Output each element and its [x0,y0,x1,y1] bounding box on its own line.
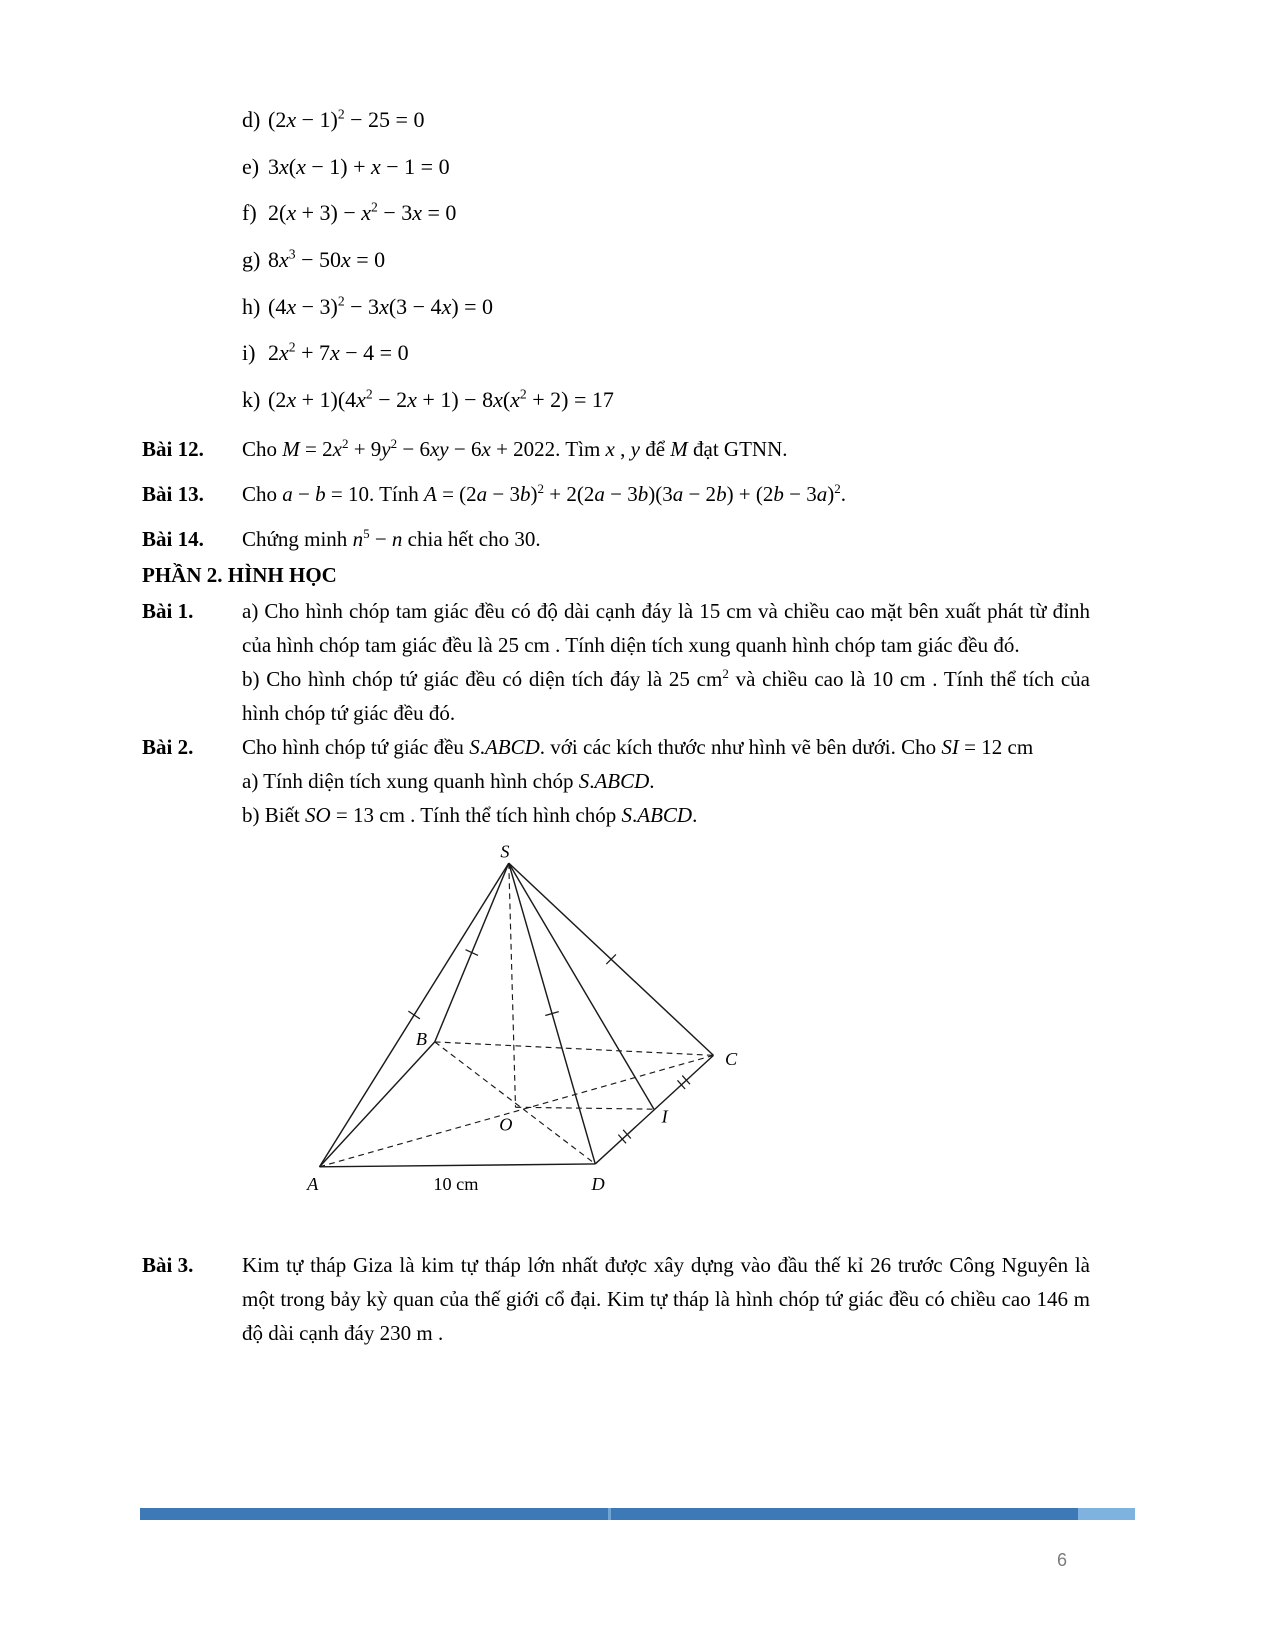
problem-bai-2 [142,730,1090,832]
equation-label: g) [242,247,261,273]
equation-formula: $2(x + 3) - x^2 - 3x = 0$ [268,200,457,226]
problem-bai-14 [142,522,1090,556]
figure-container [302,842,754,1222]
problem-bai-3 [142,1248,1090,1350]
vertex-label-s: S [500,841,510,862]
equation-item [242,245,1090,275]
problem-label: Bài 1. [142,598,194,623]
page-number: 6 [1056,1550,1067,1570]
equation-item [242,292,1090,322]
part-b: b) Cho hình chóp tứ giác đều có diện tích đáy là 25 $cm^2$ và chiều cao là 10 cm . Tính thể tích của hình chóp tứ giác đều đó. [242,665,1090,725]
equation-item [242,198,1090,228]
pyramid-hidden-edges [319,863,713,1167]
vertex-label-b: B [415,1028,428,1049]
tick-marks [408,950,690,1144]
problem-label: Bài 12. [142,436,204,461]
vertex-label-d: D [591,1173,605,1194]
equation-item [242,338,1090,368]
part-a: a) Tính diện tích xung quanh hình chóp S.ABCD. [242,768,655,793]
vertex-label-o: O [499,1114,513,1135]
problem-text: Cho $M = 2x^2 + 9y^2 - 6xy - 6x + 2022$. Tìm x , y để M đạt GTNN. [242,435,788,461]
equation-label: d) [242,107,261,132]
footer-bar-end [1078,1508,1135,1520]
intro: Cho hình chóp tứ giác đều S.ABCD. với các kích thước như hình vẽ bên dưới. Cho SI = 12 cm [242,734,1034,759]
problem-bai-13 [142,477,1090,511]
equation-formula: $8x^3 - 50x = 0$ [268,246,386,273]
equation-formula: 3x(x − 1) + x − 1 = 0 [268,153,450,179]
equation-formula: $(4x - 3)^2 - 3x(3 - 4x) = 0$ [268,293,494,319]
problem-bai-12 [142,432,1090,466]
pyramid-figure [302,842,754,1212]
equation-item [242,105,1090,135]
problem-label: Bài 2. [142,734,194,759]
problem-text: Kim tự tháp Giza là kim tự tháp lớn nhất được xây dựng vào đầu thế kỉ 26 trước Công Nguyên là một trong bảy kỳ quan của thế giới cổ đại. Kim tự tháp là hình chóp tứ giác đều có chiều cao 146 m độ dài cạnh đáy 230 m . [242,1253,1090,1346]
equation-item [242,385,1090,415]
equation-label: k) [242,387,261,413]
section-heading: PHẦN 2. HÌNH HỌC [142,562,337,587]
part-b: b) Biết SO = 13 cm . Tính thể tích hình chóp S.ABCD. [242,802,698,827]
pyramid-solid-edges [319,863,713,1167]
problem-label: Bài 14. [142,526,204,551]
vertex-label-c: C [725,1048,738,1069]
part-a: a) Cho hình chóp tam giác đều có độ dài cạnh đáy là 15 cm và chiều cao mặt bên xuất phát từ đỉnh của hình chóp tam giác đều là 25 cm . Tính diện tích xung quanh hình chóp tam giác đều đó. [242,598,1090,657]
problem-bai-1 [142,594,1090,730]
problem-label: Bài 13. [142,481,204,506]
problem-text: Cho a − b = 10. Tính $A = (2a - 3b)^2 + 2(2a - 3b)(3a - 2b) + (2b - 3a)^2$. [242,480,847,506]
equation-label: f) [242,200,257,226]
dimension-label: 10 cm [433,1173,479,1194]
equation-formula: $2x^2 + 7x - 4 = 0$ [268,340,409,366]
problem-text [242,730,1090,832]
vertex-label-i: I [661,1106,668,1127]
footer-bar-segment [140,1508,608,1520]
problem-label: Bài 3. [142,1253,194,1277]
vertex-label-a: A [307,1173,319,1194]
problem-text [242,594,1090,730]
equation-formula: $(2x - 1)^2 - 25 = 0$ [268,106,425,132]
equation-label: i) [242,340,256,366]
problem-text: Chứng minh $n^5 - n$ chia hết cho 30. [242,525,541,551]
equation-label: h) [242,293,261,319]
equation-list [242,105,1090,415]
equation-item [242,152,1090,182]
footer-bar [140,1508,1135,1520]
equation-label: e) [242,153,260,179]
footer-bar-segment [611,1508,1078,1520]
equation-formula: $(2x + 1)(4x^2 - 2x + 1) - 8x(x^2 + 2) = 17$ [268,386,614,413]
